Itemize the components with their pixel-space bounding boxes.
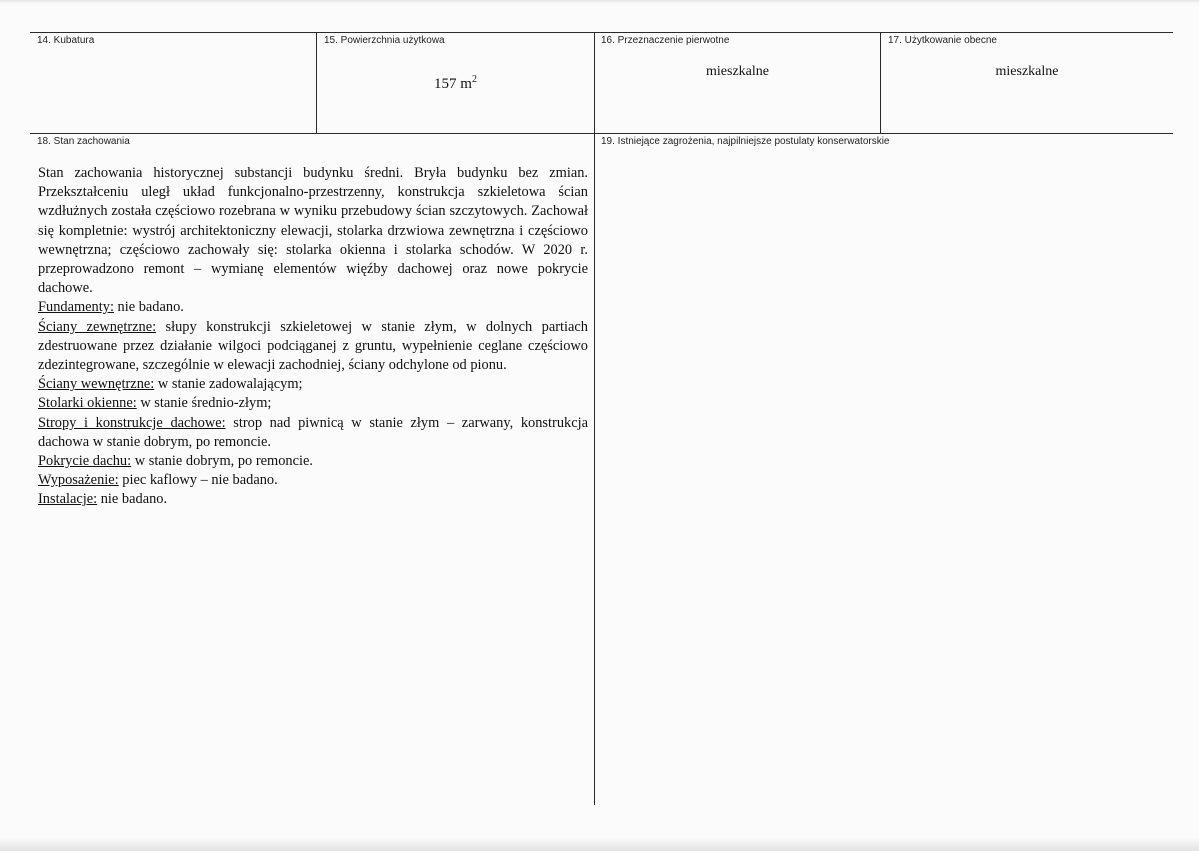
item-term: Fundamenty: [38,299,114,316]
item-term: Stolarki okienne: [38,395,137,412]
column-divider-3 [880,32,881,133]
scan-edge-top [0,0,1199,4]
item-text: nie badano. [113,299,184,316]
item-term: Ściany zewnętrzne: [38,318,157,335]
condition-item-stropy [38,414,588,452]
item-text: strop nad piwnicą w stanie złym – zarwany, konstrukcja dachowa w stanie dobrym, po remoncie. [38,414,588,450]
condition-item-sciany-zewnetrzne [38,318,588,376]
row-divider [30,133,1173,134]
item-text: słupy konstrukcji szkieletowej w stanie złym, w dolnych partiach zdestruowane przez działanie wilgoci podciąganej z gruntu, wypełnienie ceglane częściowo zdezintegrowane, szczególnie w elewacji zachodniej, ściany odchylone od pionu. [38,318,588,374]
condition-item-wyposazenie [38,471,588,490]
area-unit-superscript: 2 [471,74,477,85]
scan-edge-bottom [0,838,1199,851]
item-term: Ściany wewnętrzne: [38,376,155,393]
item-text: w stanie zadowalającym; [154,376,303,393]
condition-item-pokrycie-dachu [38,452,588,471]
field-label-kubatura: 14. Kubatura [37,35,95,46]
field-label-stan-zachowania: 18. Stan zachowania [37,136,130,147]
stan-zachowania-text [38,164,588,510]
field-value-uzytkowanie: mieszkalne [995,64,1059,79]
field-value-powierzchnia [317,76,594,92]
condition-intro: Stan zachowania historycznej substancji budynku średni. Bryła budynku bez zmian. Przekształceniu uległ układ funkcjonalno-przestrzenny, konstrukcja szkieletowa ścian wzdłużnych została częściowo rozebrana w wyniku przebudowy ścian szczytowych. Zachował się kompletnie: wystrój architektoniczny elewacji, stolarka drzwiowa zewnętrzna i częściowo wewnętrzna; częściowo zachowały się: stolarka okienna i stolarka schodów. W 2020 r. przeprowadzono remont – wymianę elementów więźby dachowej oraz nowe pokrycie dachowe. [38,165,588,297]
table-top-border [30,32,1173,33]
field-label-przeznaczenie: 16. Przeznaczenie pierwotne [601,35,730,46]
column-divider-2 [594,32,595,805]
item-term: Pokrycie dachu: [38,453,132,470]
field-label-powierzchnia: 15. Powierzchnia użytkowa [324,35,445,46]
condition-item-stolarki-okienne [38,394,588,413]
item-text: w stanie średnio-złym; [136,395,272,412]
area-number: 157 m [434,76,472,92]
condition-item-sciany-wewnetrzne [38,375,588,394]
condition-item-fundamenty [38,298,588,317]
field-label-zagrozenia: 19. Istniejące zagrożenia, najpilniejsze postulaty konserwatorskie [601,136,890,147]
item-text: w stanie dobrym, po remoncie. [131,453,313,470]
item-text: nie badano. [97,491,168,508]
item-text: piec kaflowy – nie badano. [118,472,278,489]
item-term: Wyposażenie: [38,472,119,489]
condition-item-instalacje [38,490,588,509]
item-term: Instalacje: [38,491,98,508]
item-term: Stropy i konstrukcje dachowe: [38,414,226,431]
field-label-uzytkowanie: 17. Użytkowanie obecne [888,35,997,46]
field-value-przeznaczenie: mieszkalne [706,64,769,79]
